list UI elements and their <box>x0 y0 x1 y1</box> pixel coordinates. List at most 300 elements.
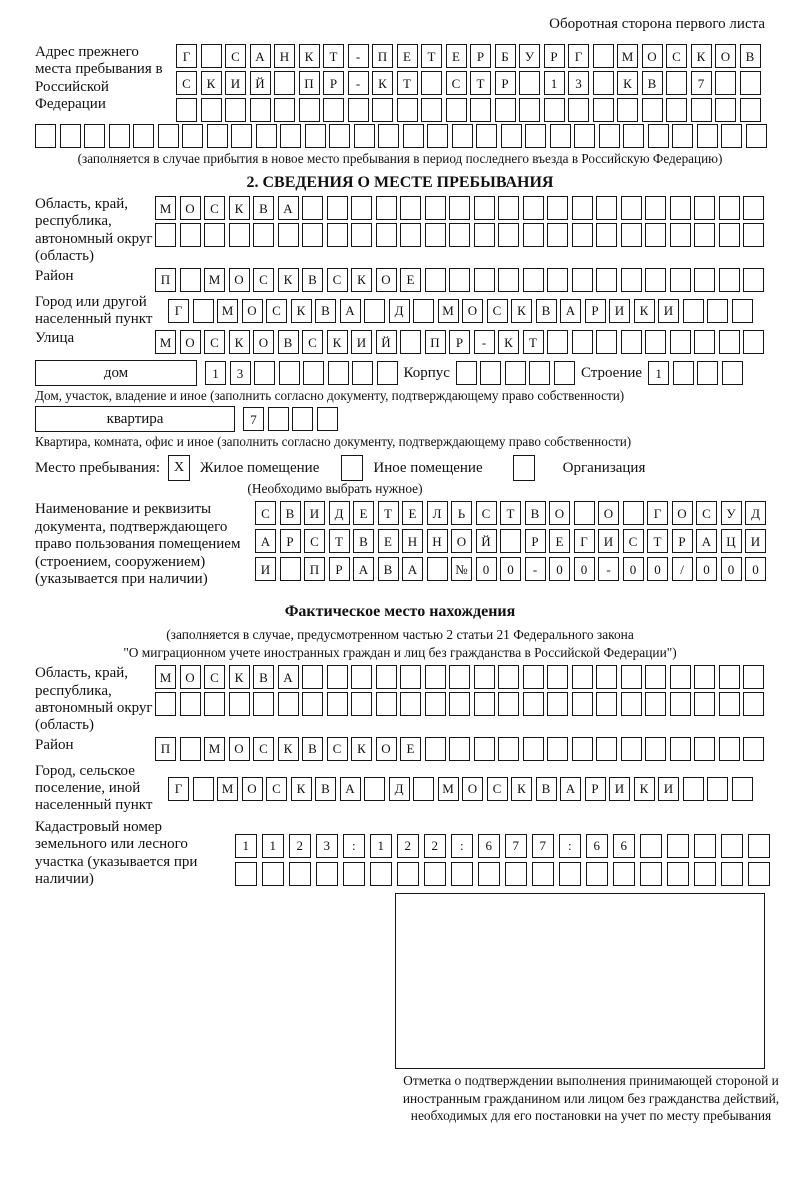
form-cell[interactable] <box>352 361 373 385</box>
form-cell[interactable]: - <box>598 557 619 581</box>
form-cell[interactable]: - <box>474 330 495 354</box>
form-cell[interactable] <box>421 98 442 122</box>
form-cell[interactable] <box>501 124 522 148</box>
form-cell[interactable] <box>596 196 617 220</box>
form-cell[interactable] <box>673 361 694 385</box>
form-cell[interactable]: 1 <box>648 361 669 385</box>
form-cell[interactable] <box>274 98 295 122</box>
form-cell[interactable]: 1 <box>205 361 226 385</box>
form-cell[interactable]: Д <box>745 501 766 525</box>
form-cell[interactable]: П <box>299 71 320 95</box>
form-cell[interactable] <box>403 124 424 148</box>
form-cell[interactable] <box>449 665 470 689</box>
form-cell[interactable]: К <box>229 330 250 354</box>
form-cell[interactable] <box>235 862 257 886</box>
form-cell[interactable] <box>351 223 372 247</box>
form-cell[interactable]: 1 <box>544 71 565 95</box>
form-cell[interactable]: 1 <box>262 834 284 858</box>
form-cell[interactable]: 0 <box>623 557 644 581</box>
form-cell[interactable] <box>523 737 544 761</box>
form-cell[interactable]: В <box>642 71 663 95</box>
form-cell[interactable]: С <box>255 501 276 525</box>
form-cell[interactable] <box>670 665 691 689</box>
form-cell[interactable]: Е <box>446 44 467 68</box>
form-cell[interactable]: В <box>378 557 399 581</box>
form-cell[interactable]: М <box>438 777 459 801</box>
form-cell[interactable] <box>648 124 669 148</box>
form-cell[interactable] <box>707 777 728 801</box>
form-cell[interactable] <box>505 361 526 385</box>
form-cell[interactable]: К <box>634 299 655 323</box>
form-cell[interactable]: О <box>229 268 250 292</box>
form-cell[interactable] <box>274 71 295 95</box>
form-cell[interactable]: О <box>376 268 397 292</box>
form-cell[interactable] <box>370 862 392 886</box>
form-cell[interactable]: № <box>451 557 472 581</box>
form-cell[interactable] <box>204 692 225 716</box>
form-cell[interactable]: М <box>217 299 238 323</box>
form-cell[interactable]: И <box>658 777 679 801</box>
form-cell[interactable] <box>547 665 568 689</box>
form-cell[interactable] <box>425 665 446 689</box>
form-cell[interactable]: С <box>327 268 348 292</box>
form-cell[interactable] <box>743 692 764 716</box>
form-cell[interactable] <box>645 196 666 220</box>
form-cell[interactable] <box>572 330 593 354</box>
form-cell[interactable] <box>327 692 348 716</box>
form-cell[interactable] <box>253 223 274 247</box>
form-cell[interactable]: В <box>315 777 336 801</box>
form-cell[interactable] <box>645 223 666 247</box>
form-cell[interactable] <box>328 361 349 385</box>
form-cell[interactable]: Т <box>397 71 418 95</box>
form-cell[interactable] <box>376 692 397 716</box>
form-cell[interactable]: И <box>225 71 246 95</box>
form-cell[interactable]: Р <box>495 71 516 95</box>
form-cell[interactable] <box>547 196 568 220</box>
form-cell[interactable] <box>683 299 704 323</box>
form-cell[interactable]: Р <box>544 44 565 68</box>
form-cell[interactable] <box>743 223 764 247</box>
form-cell[interactable]: И <box>255 557 276 581</box>
form-cell[interactable] <box>623 124 644 148</box>
form-cell[interactable] <box>456 361 477 385</box>
form-cell[interactable]: Й <box>376 330 397 354</box>
form-cell[interactable] <box>670 737 691 761</box>
form-cell[interactable] <box>645 268 666 292</box>
form-cell[interactable] <box>449 692 470 716</box>
form-cell[interactable]: Г <box>168 777 189 801</box>
form-cell[interactable] <box>574 124 595 148</box>
form-cell[interactable]: О <box>549 501 570 525</box>
form-cell[interactable]: К <box>634 777 655 801</box>
form-cell[interactable]: 6 <box>478 834 500 858</box>
form-cell[interactable]: 0 <box>500 557 521 581</box>
form-cell[interactable] <box>666 98 687 122</box>
form-cell[interactable]: К <box>372 71 393 95</box>
form-cell[interactable] <box>572 268 593 292</box>
form-cell[interactable] <box>354 124 375 148</box>
form-cell[interactable] <box>498 268 519 292</box>
form-cell[interactable] <box>474 223 495 247</box>
form-cell[interactable] <box>645 737 666 761</box>
form-cell[interactable]: - <box>525 557 546 581</box>
form-cell[interactable] <box>550 124 571 148</box>
form-cell[interactable] <box>559 862 581 886</box>
form-cell[interactable]: С <box>266 777 287 801</box>
form-cell[interactable]: Н <box>274 44 295 68</box>
form-cell[interactable]: О <box>242 777 263 801</box>
form-cell[interactable]: 0 <box>574 557 595 581</box>
form-cell[interactable]: 3 <box>316 834 338 858</box>
form-cell[interactable]: А <box>402 557 423 581</box>
form-cell[interactable]: М <box>617 44 638 68</box>
form-cell[interactable] <box>621 196 642 220</box>
form-cell[interactable]: 6 <box>613 834 635 858</box>
form-cell[interactable]: П <box>304 557 325 581</box>
form-cell[interactable] <box>446 98 467 122</box>
form-cell[interactable]: 3 <box>568 71 589 95</box>
form-cell[interactable] <box>523 665 544 689</box>
form-cell[interactable]: Ь <box>451 501 472 525</box>
form-cell[interactable] <box>621 268 642 292</box>
form-cell[interactable] <box>574 501 595 525</box>
form-cell[interactable]: Р <box>525 529 546 553</box>
form-cell[interactable] <box>376 196 397 220</box>
form-cell[interactable]: К <box>498 330 519 354</box>
form-cell[interactable] <box>400 330 421 354</box>
form-cell[interactable] <box>743 196 764 220</box>
form-cell[interactable] <box>316 862 338 886</box>
form-cell[interactable] <box>292 407 313 431</box>
form-cell[interactable] <box>254 361 275 385</box>
form-cell[interactable]: И <box>658 299 679 323</box>
form-cell[interactable] <box>180 692 201 716</box>
form-cell[interactable]: Н <box>402 529 423 553</box>
form-cell[interactable]: О <box>672 501 693 525</box>
checkbox-org[interactable] <box>513 455 535 481</box>
form-cell[interactable] <box>719 665 740 689</box>
form-cell[interactable]: О <box>229 737 250 761</box>
form-cell[interactable]: Л <box>427 501 448 525</box>
form-cell[interactable] <box>397 862 419 886</box>
form-cell[interactable] <box>694 665 715 689</box>
form-cell[interactable]: О <box>462 299 483 323</box>
form-cell[interactable] <box>694 196 715 220</box>
form-cell[interactable]: С <box>446 71 467 95</box>
form-cell[interactable] <box>400 196 421 220</box>
form-cell[interactable]: О <box>598 501 619 525</box>
form-cell[interactable] <box>523 268 544 292</box>
form-cell[interactable] <box>280 124 301 148</box>
form-cell[interactable] <box>523 692 544 716</box>
form-cell[interactable] <box>413 777 434 801</box>
form-cell[interactable] <box>478 862 500 886</box>
form-cell[interactable] <box>378 124 399 148</box>
form-cell[interactable]: М <box>155 665 176 689</box>
form-cell[interactable] <box>376 223 397 247</box>
form-cell[interactable]: С <box>327 737 348 761</box>
form-cell[interactable] <box>35 124 56 148</box>
form-cell[interactable]: П <box>372 44 393 68</box>
form-cell[interactable] <box>495 98 516 122</box>
form-cell[interactable] <box>740 98 761 122</box>
form-cell[interactable]: Г <box>176 44 197 68</box>
form-cell[interactable]: О <box>253 330 274 354</box>
form-cell[interactable] <box>372 98 393 122</box>
form-cell[interactable] <box>621 737 642 761</box>
form-cell[interactable]: С <box>176 71 197 95</box>
form-cell[interactable]: В <box>302 737 323 761</box>
form-cell[interactable] <box>694 692 715 716</box>
form-cell[interactable]: С <box>666 44 687 68</box>
form-cell[interactable]: В <box>253 665 274 689</box>
form-cell[interactable] <box>722 361 743 385</box>
form-cell[interactable] <box>645 330 666 354</box>
form-cell[interactable] <box>180 737 201 761</box>
form-cell[interactable]: 0 <box>745 557 766 581</box>
form-cell[interactable] <box>268 407 289 431</box>
form-cell[interactable] <box>155 692 176 716</box>
form-cell[interactable]: О <box>180 330 201 354</box>
form-cell[interactable] <box>721 834 743 858</box>
form-cell[interactable] <box>596 223 617 247</box>
form-cell[interactable]: К <box>511 299 532 323</box>
form-cell[interactable] <box>715 98 736 122</box>
form-cell[interactable]: 0 <box>696 557 717 581</box>
form-cell[interactable] <box>572 737 593 761</box>
form-cell[interactable]: И <box>351 330 372 354</box>
form-cell[interactable] <box>547 330 568 354</box>
form-cell[interactable] <box>201 44 222 68</box>
form-cell[interactable]: А <box>560 777 581 801</box>
form-cell[interactable]: А <box>255 529 276 553</box>
form-cell[interactable]: 0 <box>476 557 497 581</box>
form-cell[interactable] <box>474 692 495 716</box>
form-cell[interactable] <box>667 862 689 886</box>
form-cell[interactable]: С <box>487 299 508 323</box>
form-cell[interactable] <box>351 196 372 220</box>
form-cell[interactable] <box>743 665 764 689</box>
form-cell[interactable] <box>364 777 385 801</box>
form-cell[interactable]: Б <box>495 44 516 68</box>
form-cell[interactable] <box>743 330 764 354</box>
form-cell[interactable] <box>225 98 246 122</box>
form-cell[interactable] <box>572 665 593 689</box>
form-cell[interactable]: И <box>609 777 630 801</box>
form-cell[interactable] <box>529 361 550 385</box>
form-cell[interactable] <box>253 692 274 716</box>
form-cell[interactable]: А <box>340 777 361 801</box>
form-cell[interactable] <box>666 71 687 95</box>
form-cell[interactable] <box>425 223 446 247</box>
form-cell[interactable] <box>593 98 614 122</box>
form-cell[interactable] <box>476 124 497 148</box>
form-cell[interactable]: К <box>291 299 312 323</box>
form-cell[interactable] <box>642 98 663 122</box>
form-cell[interactable] <box>721 124 742 148</box>
form-cell[interactable] <box>547 737 568 761</box>
form-cell[interactable] <box>182 124 203 148</box>
form-cell[interactable] <box>719 223 740 247</box>
form-cell[interactable] <box>317 407 338 431</box>
form-cell[interactable] <box>452 124 473 148</box>
form-cell[interactable] <box>470 98 491 122</box>
kvartira-type-box[interactable]: квартира <box>35 406 235 432</box>
form-cell[interactable] <box>329 124 350 148</box>
form-cell[interactable] <box>109 124 130 148</box>
form-cell[interactable]: В <box>253 196 274 220</box>
form-cell[interactable]: С <box>253 737 274 761</box>
form-cell[interactable]: П <box>155 268 176 292</box>
form-cell[interactable] <box>474 268 495 292</box>
form-cell[interactable] <box>596 692 617 716</box>
form-cell[interactable]: В <box>280 501 301 525</box>
form-cell[interactable] <box>323 98 344 122</box>
form-cell[interactable] <box>180 223 201 247</box>
form-cell[interactable] <box>740 71 761 95</box>
form-cell[interactable] <box>377 361 398 385</box>
form-cell[interactable]: К <box>511 777 532 801</box>
form-cell[interactable] <box>302 223 323 247</box>
form-cell[interactable] <box>498 665 519 689</box>
form-cell[interactable]: Е <box>378 529 399 553</box>
form-cell[interactable] <box>596 268 617 292</box>
form-cell[interactable] <box>498 737 519 761</box>
form-cell[interactable]: К <box>229 196 250 220</box>
form-cell[interactable] <box>640 834 662 858</box>
form-cell[interactable]: В <box>525 501 546 525</box>
form-cell[interactable]: К <box>299 44 320 68</box>
form-cell[interactable]: В <box>536 777 557 801</box>
form-cell[interactable] <box>413 299 434 323</box>
form-cell[interactable]: Т <box>470 71 491 95</box>
form-cell[interactable] <box>302 665 323 689</box>
form-cell[interactable]: Е <box>400 268 421 292</box>
form-cell[interactable] <box>449 223 470 247</box>
form-cell[interactable] <box>229 692 250 716</box>
form-cell[interactable] <box>250 98 271 122</box>
form-cell[interactable]: К <box>229 665 250 689</box>
form-cell[interactable]: К <box>351 737 372 761</box>
form-cell[interactable] <box>523 223 544 247</box>
form-cell[interactable] <box>427 557 448 581</box>
form-cell[interactable]: К <box>291 777 312 801</box>
form-cell[interactable] <box>721 862 743 886</box>
form-cell[interactable]: С <box>696 501 717 525</box>
form-cell[interactable] <box>397 98 418 122</box>
checkbox-inoe[interactable] <box>341 455 363 481</box>
form-cell[interactable] <box>280 557 301 581</box>
form-cell[interactable] <box>694 268 715 292</box>
form-cell[interactable] <box>176 98 197 122</box>
form-cell[interactable] <box>505 862 527 886</box>
form-cell[interactable] <box>645 692 666 716</box>
form-cell[interactable] <box>498 223 519 247</box>
form-cell[interactable] <box>451 862 473 886</box>
form-cell[interactable] <box>425 268 446 292</box>
form-cell[interactable]: Р <box>672 529 693 553</box>
form-cell[interactable]: Р <box>470 44 491 68</box>
form-cell[interactable] <box>278 223 299 247</box>
form-cell[interactable]: О <box>642 44 663 68</box>
form-cell[interactable] <box>719 737 740 761</box>
form-cell[interactable]: Т <box>378 501 399 525</box>
form-cell[interactable] <box>425 692 446 716</box>
form-cell[interactable]: Т <box>329 529 350 553</box>
form-cell[interactable] <box>498 196 519 220</box>
form-cell[interactable] <box>715 71 736 95</box>
form-cell[interactable] <box>180 268 201 292</box>
form-cell[interactable]: Е <box>549 529 570 553</box>
form-cell[interactable] <box>193 777 214 801</box>
form-cell[interactable]: С <box>302 330 323 354</box>
form-cell[interactable]: П <box>425 330 446 354</box>
form-cell[interactable] <box>572 196 593 220</box>
form-cell[interactable]: О <box>242 299 263 323</box>
form-cell[interactable] <box>719 692 740 716</box>
form-cell[interactable]: 7 <box>691 71 712 95</box>
form-cell[interactable] <box>474 737 495 761</box>
form-cell[interactable]: И <box>609 299 630 323</box>
form-cell[interactable] <box>743 737 764 761</box>
form-cell[interactable] <box>694 330 715 354</box>
form-cell[interactable] <box>596 737 617 761</box>
form-cell[interactable] <box>694 737 715 761</box>
form-cell[interactable]: Е <box>353 501 374 525</box>
form-cell[interactable]: Е <box>402 501 423 525</box>
form-cell[interactable] <box>697 361 718 385</box>
form-cell[interactable] <box>364 299 385 323</box>
form-cell[interactable]: О <box>451 529 472 553</box>
form-cell[interactable] <box>421 71 442 95</box>
form-cell[interactable] <box>256 124 277 148</box>
form-cell[interactable]: У <box>721 501 742 525</box>
form-cell[interactable] <box>572 223 593 247</box>
form-cell[interactable] <box>746 124 767 148</box>
form-cell[interactable] <box>670 223 691 247</box>
form-cell[interactable] <box>544 98 565 122</box>
form-cell[interactable]: С <box>225 44 246 68</box>
form-cell[interactable] <box>670 330 691 354</box>
form-cell[interactable]: К <box>691 44 712 68</box>
form-cell[interactable] <box>568 98 589 122</box>
form-cell[interactable]: Н <box>427 529 448 553</box>
form-cell[interactable] <box>193 299 214 323</box>
form-cell[interactable] <box>279 361 300 385</box>
form-cell[interactable]: П <box>155 737 176 761</box>
form-cell[interactable]: В <box>536 299 557 323</box>
form-cell[interactable]: Д <box>329 501 350 525</box>
form-cell[interactable]: В <box>353 529 374 553</box>
form-cell[interactable]: Е <box>397 44 418 68</box>
form-cell[interactable] <box>376 665 397 689</box>
form-cell[interactable] <box>617 98 638 122</box>
form-cell[interactable] <box>305 124 326 148</box>
form-cell[interactable] <box>351 692 372 716</box>
form-cell[interactable] <box>158 124 179 148</box>
form-cell[interactable] <box>645 665 666 689</box>
form-cell[interactable]: : <box>451 834 473 858</box>
form-cell[interactable]: К <box>278 268 299 292</box>
form-cell[interactable] <box>427 124 448 148</box>
dom-type-box[interactable]: дом <box>35 360 197 386</box>
form-cell[interactable] <box>302 196 323 220</box>
form-cell[interactable]: С <box>204 196 225 220</box>
form-cell[interactable]: Ц <box>721 529 742 553</box>
form-cell[interactable]: Р <box>323 71 344 95</box>
form-cell[interactable]: Р <box>585 777 606 801</box>
